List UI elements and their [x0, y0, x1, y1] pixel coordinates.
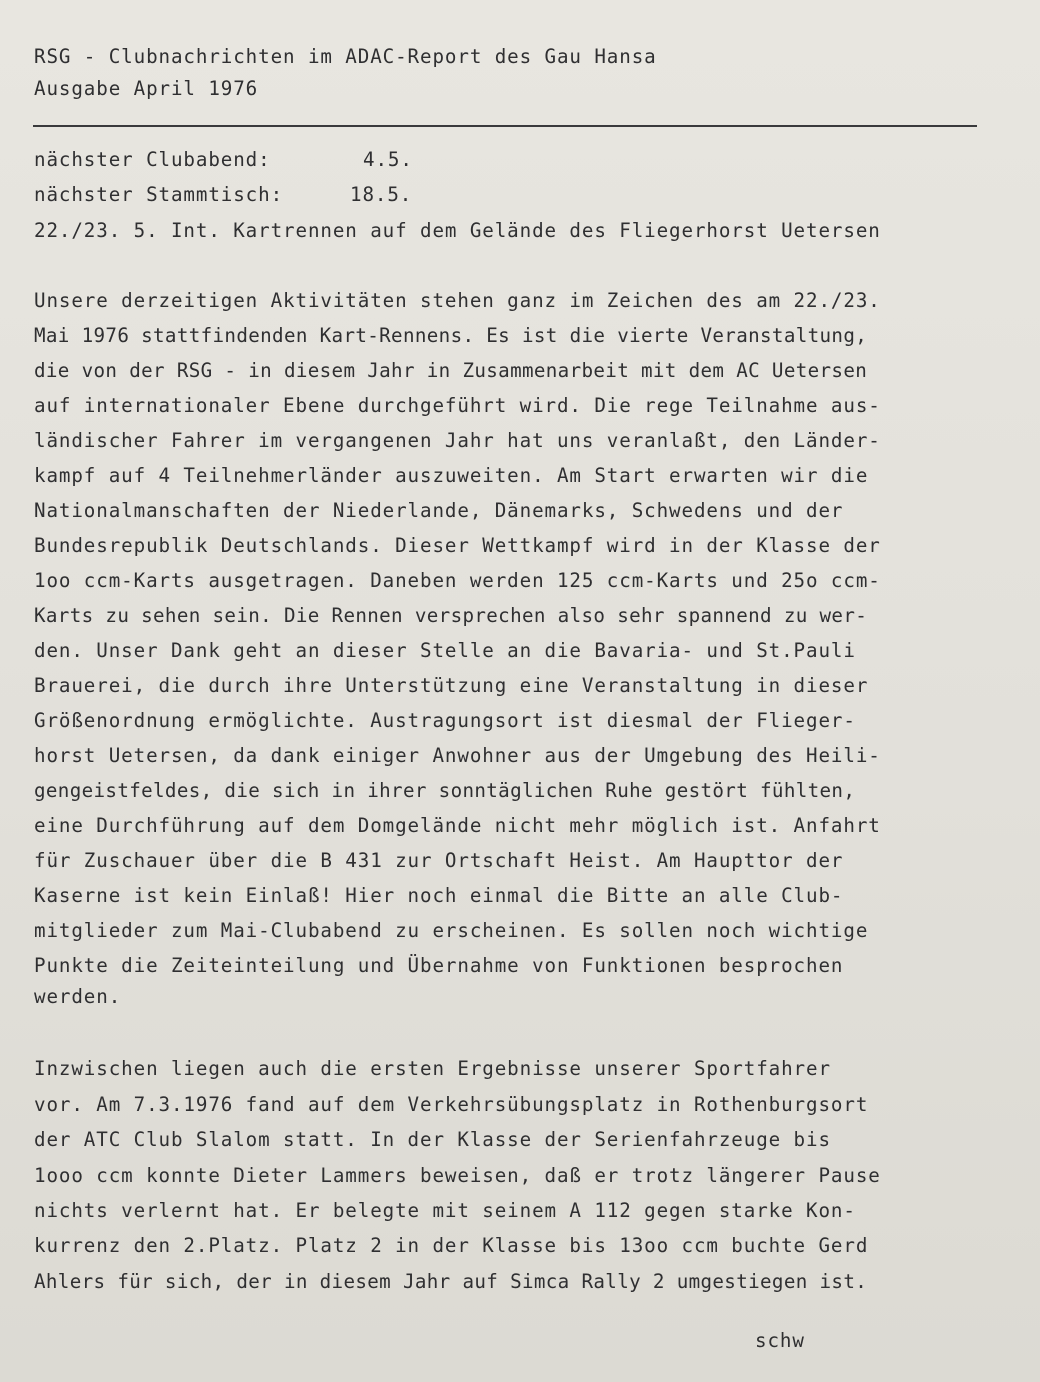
stammtisch-label: nächster Stammtisch: [34, 183, 284, 206]
paragraph-line: 1ooo ccm konnte Dieter Lammers beweisen, daß er trotz längerer Pause [34, 1164, 881, 1187]
paragraph-line: Bundesrepublik Deutschlands. Dieser Wettkampf wird in der Klasse der [34, 534, 881, 557]
stammtisch-value: 18.5. [350, 183, 413, 206]
paragraph-line: Ahlers für sich, der in diesem Jahr auf Simca Rally 2 umgestiegen ist. [34, 1270, 868, 1293]
header-divider [33, 125, 977, 127]
paragraph-line: die von der RSG - in diesem Jahr in Zusammenarbeit mit dem AC Uetersen [34, 359, 868, 382]
paragraph-line: Unsere derzeitigen Aktivitäten stehen ganz im Zeichen des am 22./23. [34, 289, 881, 312]
paragraph-line: Inzwischen liegen auch die ersten Ergebnisse unserer Sportfahrer [34, 1057, 831, 1080]
paragraph-line: Größenordnung ermöglichte. Austragungsort ist diesmal der Flieger- [34, 709, 856, 732]
paragraph-line: vor. Am 7.3.1976 fand auf dem Verkehrsübungsplatz in Rothenburgsort [34, 1093, 869, 1116]
paragraph-line: gengeistfeldes, die sich in ihrer sonntäglichen Ruhe gestört fühlten, [34, 779, 856, 802]
clubabend-value: 4.5. [363, 148, 413, 171]
newsletter-title: RSG - Clubnachrichten im ADAC-Report des Gau Hansa [34, 45, 657, 68]
paragraph-line: 1oo ccm-Karts ausgetragen. Daneben werden 125 ccm-Karts und 25o ccm- [34, 569, 881, 592]
paragraph-line: auf internationaler Ebene durchgeführt wird. Die rege Teilnahme aus- [34, 394, 881, 417]
paragraph-line: Mai 1976 stattfindenden Kart-Rennens. Es ist die vierte Veranstaltung, [34, 324, 868, 347]
paragraph-line: nichts verlernt hat. Er belegte mit seinem A 112 gegen starke Kon- [34, 1199, 856, 1222]
paragraph-line: kurrenz den 2.Platz. Platz 2 in der Klasse bis 13oo ccm buchte Gerd [34, 1234, 869, 1257]
paragraph-line: der ATC Club Slalom statt. In der Klasse der Serienfahrzeuge bis [34, 1128, 831, 1151]
paragraph-line: Punkte die Zeiteinteilung und Übernahme von Funktionen besprochen [34, 954, 844, 977]
paragraph-line: Nationalmanschaften der Niederlande, Dänemarks, Schwedens und der [34, 499, 844, 522]
paragraph-line: Karts zu sehen sein. Die Rennen versprechen also sehr spannend zu wer- [34, 604, 868, 627]
paragraph-line: kampf auf 4 Teilnehmerländer auszuweiten. Am Start erwarten wir die [34, 464, 869, 487]
kartrennen-event-line: 22./23. 5. Int. Kartrennen auf dem Gelände des Fliegerhorst Uetersen [34, 219, 881, 242]
paragraph-line: für Zuschauer über die B 431 zur Ortschaft Heist. Am Haupttor der [34, 849, 844, 872]
paragraph-line: mitglieder zum Mai-Clubabend zu erscheinen. Es sollen noch wichtige [34, 919, 869, 942]
paragraph-line: eine Durchführung auf dem Domgelände nicht mehr möglich ist. Anfahrt [34, 814, 881, 837]
paragraph-line: horst Uetersen, da dank einiger Anwohner aus der Umgebung des Heili- [34, 744, 881, 767]
paragraph-line: den. Unser Dank geht an dieser Stelle an die Bavaria- und St.Pauli [34, 639, 856, 662]
paragraph-line: Brauerei, die durch ihre Unterstützung eine Veranstaltung in dieser [34, 674, 869, 697]
author-signature: schw [755, 1329, 805, 1352]
paragraph-line: ländischer Fahrer im vergangenen Jahr hat uns veranlaßt, den Länder- [34, 429, 881, 452]
paragraph-line: Kaserne ist kein Einlaß! Hier noch einmal die Bitte an alle Club- [34, 884, 844, 907]
issue-date: Ausgabe April 1976 [34, 77, 259, 100]
paragraph-line: werden. [34, 985, 122, 1008]
clubabend-label: nächster Clubabend: [34, 148, 271, 171]
